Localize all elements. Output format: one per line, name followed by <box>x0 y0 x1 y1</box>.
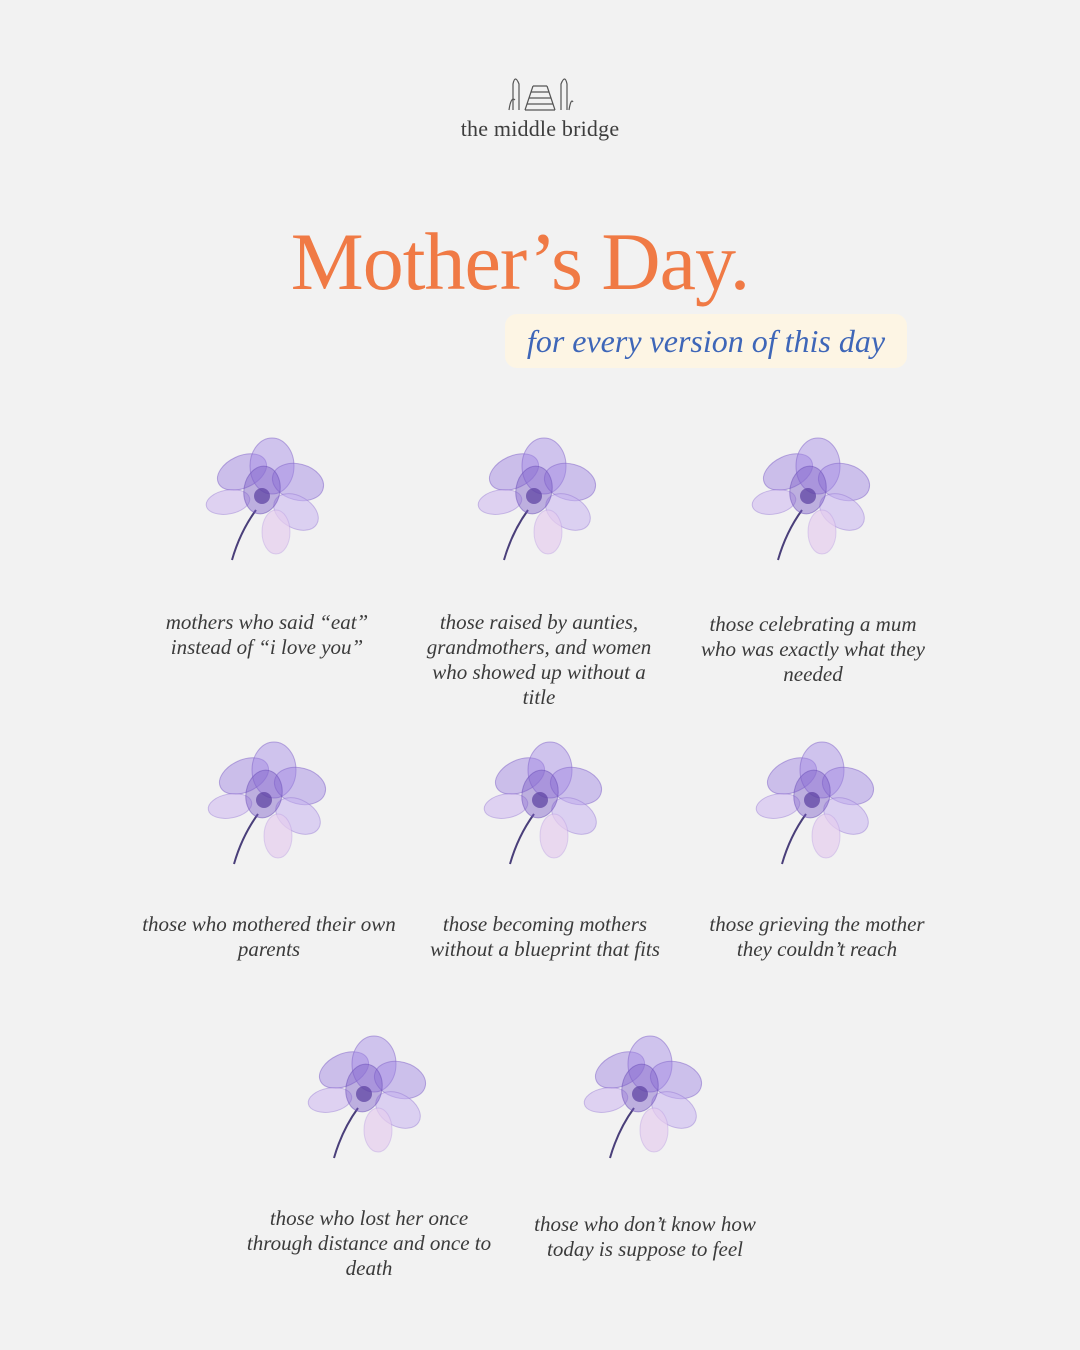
brand-name: the middle bridge <box>460 116 620 141</box>
purple-flower-icon <box>738 432 888 572</box>
purple-flower-icon <box>464 432 614 572</box>
tribute-item <box>404 432 674 710</box>
page-subtitle: for every version of this day <box>505 314 907 368</box>
tribute-caption: those who mothered their own parents <box>142 912 396 961</box>
tribute-caption: those celebrating a mum who was exactly what they needed <box>701 612 925 686</box>
tribute-caption: those raised by aunties, grandmothers, and women who showed up without a title <box>426 610 652 709</box>
tribute-item <box>678 432 948 687</box>
brand-logo <box>0 70 1080 142</box>
tribute-caption: those becoming mothers without a blueprint that fits <box>430 912 660 961</box>
tribute-item <box>134 736 404 962</box>
tribute-caption: those who lost her once through distance and once to death <box>246 1206 492 1280</box>
bridge-stairs-icon <box>505 70 575 112</box>
purple-flower-icon <box>294 1030 444 1170</box>
tribute-caption: mothers who said “eat” instead of “i love you” <box>165 610 369 659</box>
tribute-item <box>234 1030 504 1281</box>
tribute-caption: those grieving the mother they couldn’t reach <box>709 912 925 961</box>
purple-flower-icon <box>570 1030 720 1170</box>
page-title: Mother’s Day. <box>290 216 750 307</box>
tribute-item <box>132 432 402 660</box>
purple-flower-icon <box>192 432 342 572</box>
tribute-item <box>510 1030 780 1262</box>
purple-flower-icon <box>194 736 344 876</box>
tribute-caption: those who don’t know how today is suppose to feel <box>534 1212 756 1261</box>
purple-flower-icon <box>742 736 892 876</box>
tribute-item <box>410 736 680 962</box>
purple-flower-icon <box>470 736 620 876</box>
tribute-item <box>682 736 952 962</box>
